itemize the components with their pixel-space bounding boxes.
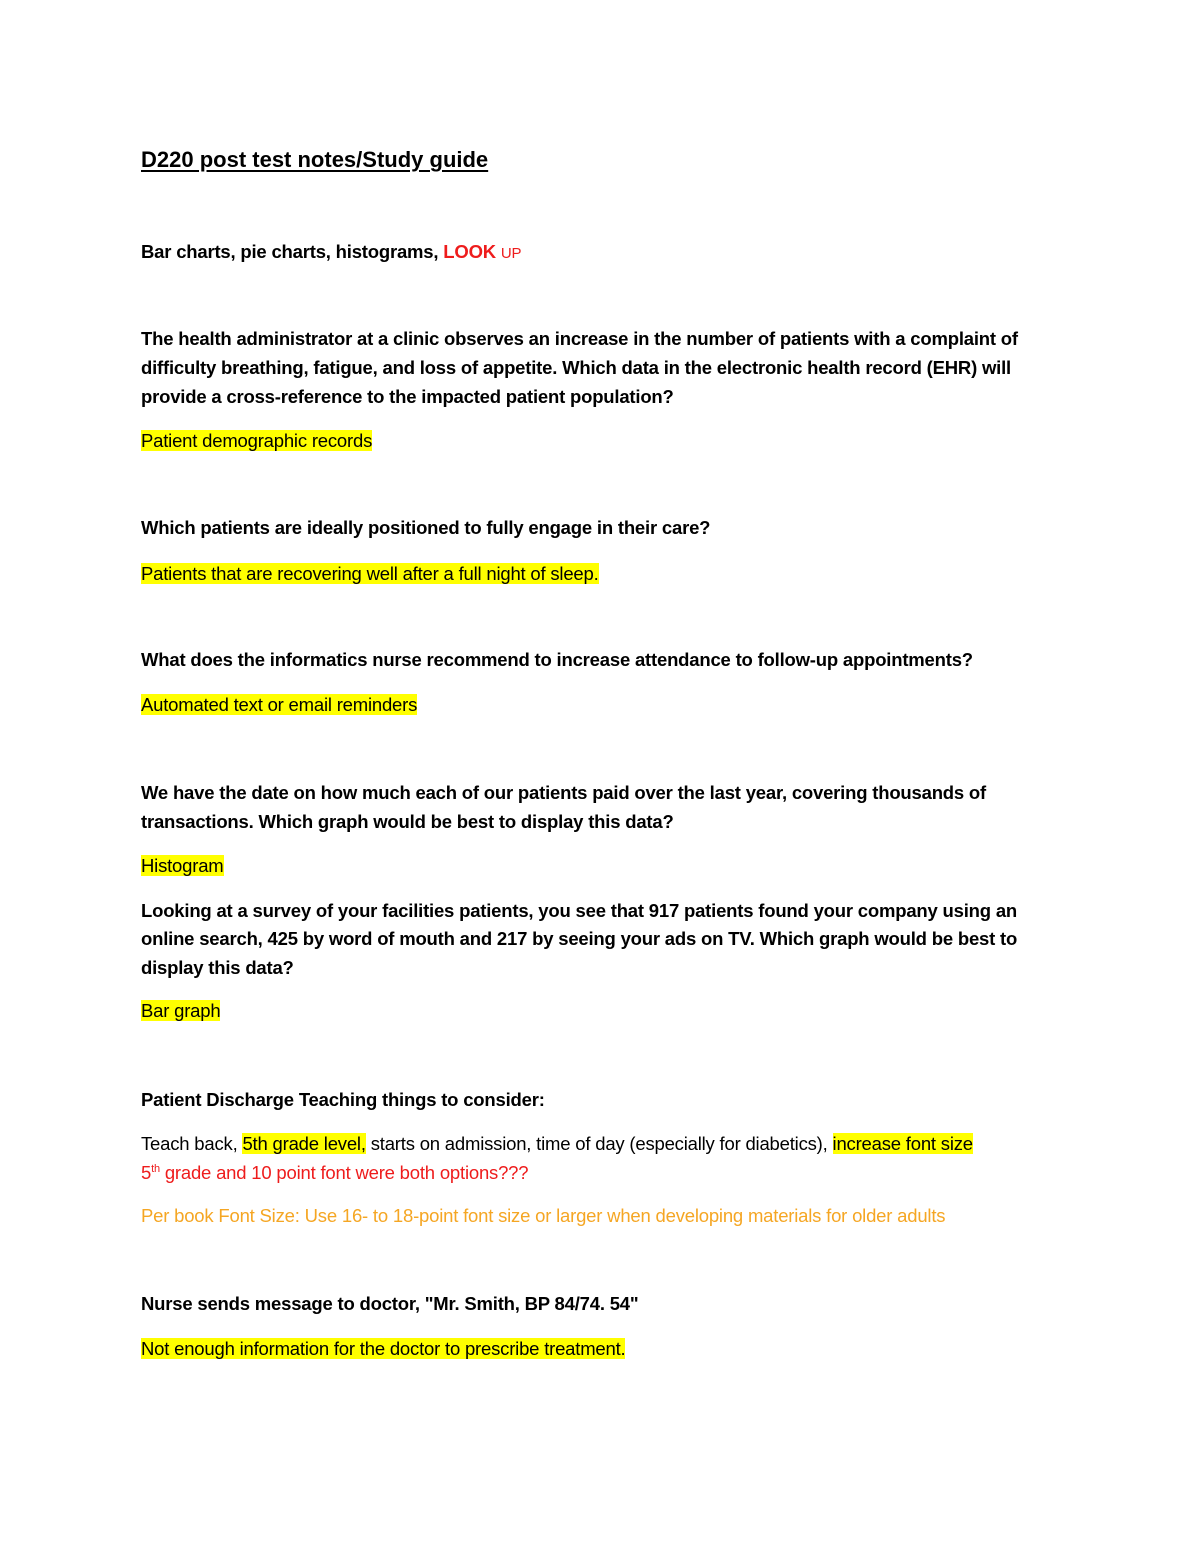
q2-answer: Patients that are recovering well after a full night of sleep. <box>141 563 599 584</box>
q6-answer-line <box>141 1335 625 1363</box>
note-superscript: th <box>151 1162 160 1175</box>
q3-answer-line <box>141 691 417 719</box>
intro-line <box>141 238 521 268</box>
intro-text: Bar charts, pie charts, histograms, <box>141 241 444 262</box>
q5-line-3: display this data? <box>141 957 294 978</box>
look-label: LOOK <box>443 241 496 262</box>
q1-answer: Patient demographic records <box>141 430 373 451</box>
q4-line-1: We have the date on how much each of our patients paid over the last year, covering thousands of <box>141 782 986 803</box>
discharge-middle-text: starts on admission, time of day (especially for diabetics), <box>365 1133 833 1154</box>
q1-line-1: The health administrator at a clinic observes an increase in the number of patients with a complaint of <box>141 328 1018 349</box>
teach-back-text: Teach back, <box>141 1133 243 1154</box>
discharge-heading: Patient Discharge Teaching things to consider: <box>141 1089 545 1110</box>
q4-answer-line <box>141 852 224 880</box>
q2-question: Which patients are ideally positioned to fully engage in their care? <box>141 517 711 538</box>
q4-line-2: transactions. Which graph would be best to display this data? <box>141 811 674 832</box>
q5-line-1: Looking at a survey of your facilities patients, you see that 917 patients found your company using an <box>141 900 1018 921</box>
q2-answer-line <box>141 560 599 588</box>
q5-answer-line <box>141 997 220 1025</box>
page-title: D220 post test notes/Study guide <box>141 147 489 172</box>
discharge-line <box>141 1130 973 1158</box>
q1-answer-line <box>141 427 372 455</box>
q4-answer: Histogram <box>141 855 224 876</box>
discharge-note <box>141 1159 528 1187</box>
q1-line-2: difficulty breathing, fatigue, and loss of appetite. Which data in the electronic health record (EHR) will <box>141 357 1011 378</box>
q6-answer: Not enough information for the doctor to prescribe treatment. <box>141 1338 626 1359</box>
q5-line-2: online search, 425 by word of mouth and 217 by seeing your ads on TV. Which graph would be best to <box>141 928 1018 949</box>
q3-question: What does the informatics nurse recommend to increase attendance to follow-up appointments? <box>141 649 973 670</box>
grade-level-highlight: 5th grade level, <box>242 1133 366 1154</box>
q5-answer: Bar graph <box>141 1000 221 1021</box>
book-font-note: Per book Font Size: Use 16- to 18-point font size or larger when developing materials for older adults <box>141 1205 946 1226</box>
note-number: 5 <box>141 1162 152 1183</box>
up-label: UP <box>500 245 522 262</box>
q6-question: Nurse sends message to doctor, "Mr. Smith, BP 84/74. 54" <box>141 1293 639 1314</box>
q3-answer: Automated text or email reminders <box>141 694 418 715</box>
note-rest: grade and 10 point font were both options??? <box>159 1162 529 1183</box>
font-size-highlight: increase font size <box>832 1133 973 1154</box>
q1-line-3: provide a cross-reference to the impacted patient population? <box>141 386 674 407</box>
